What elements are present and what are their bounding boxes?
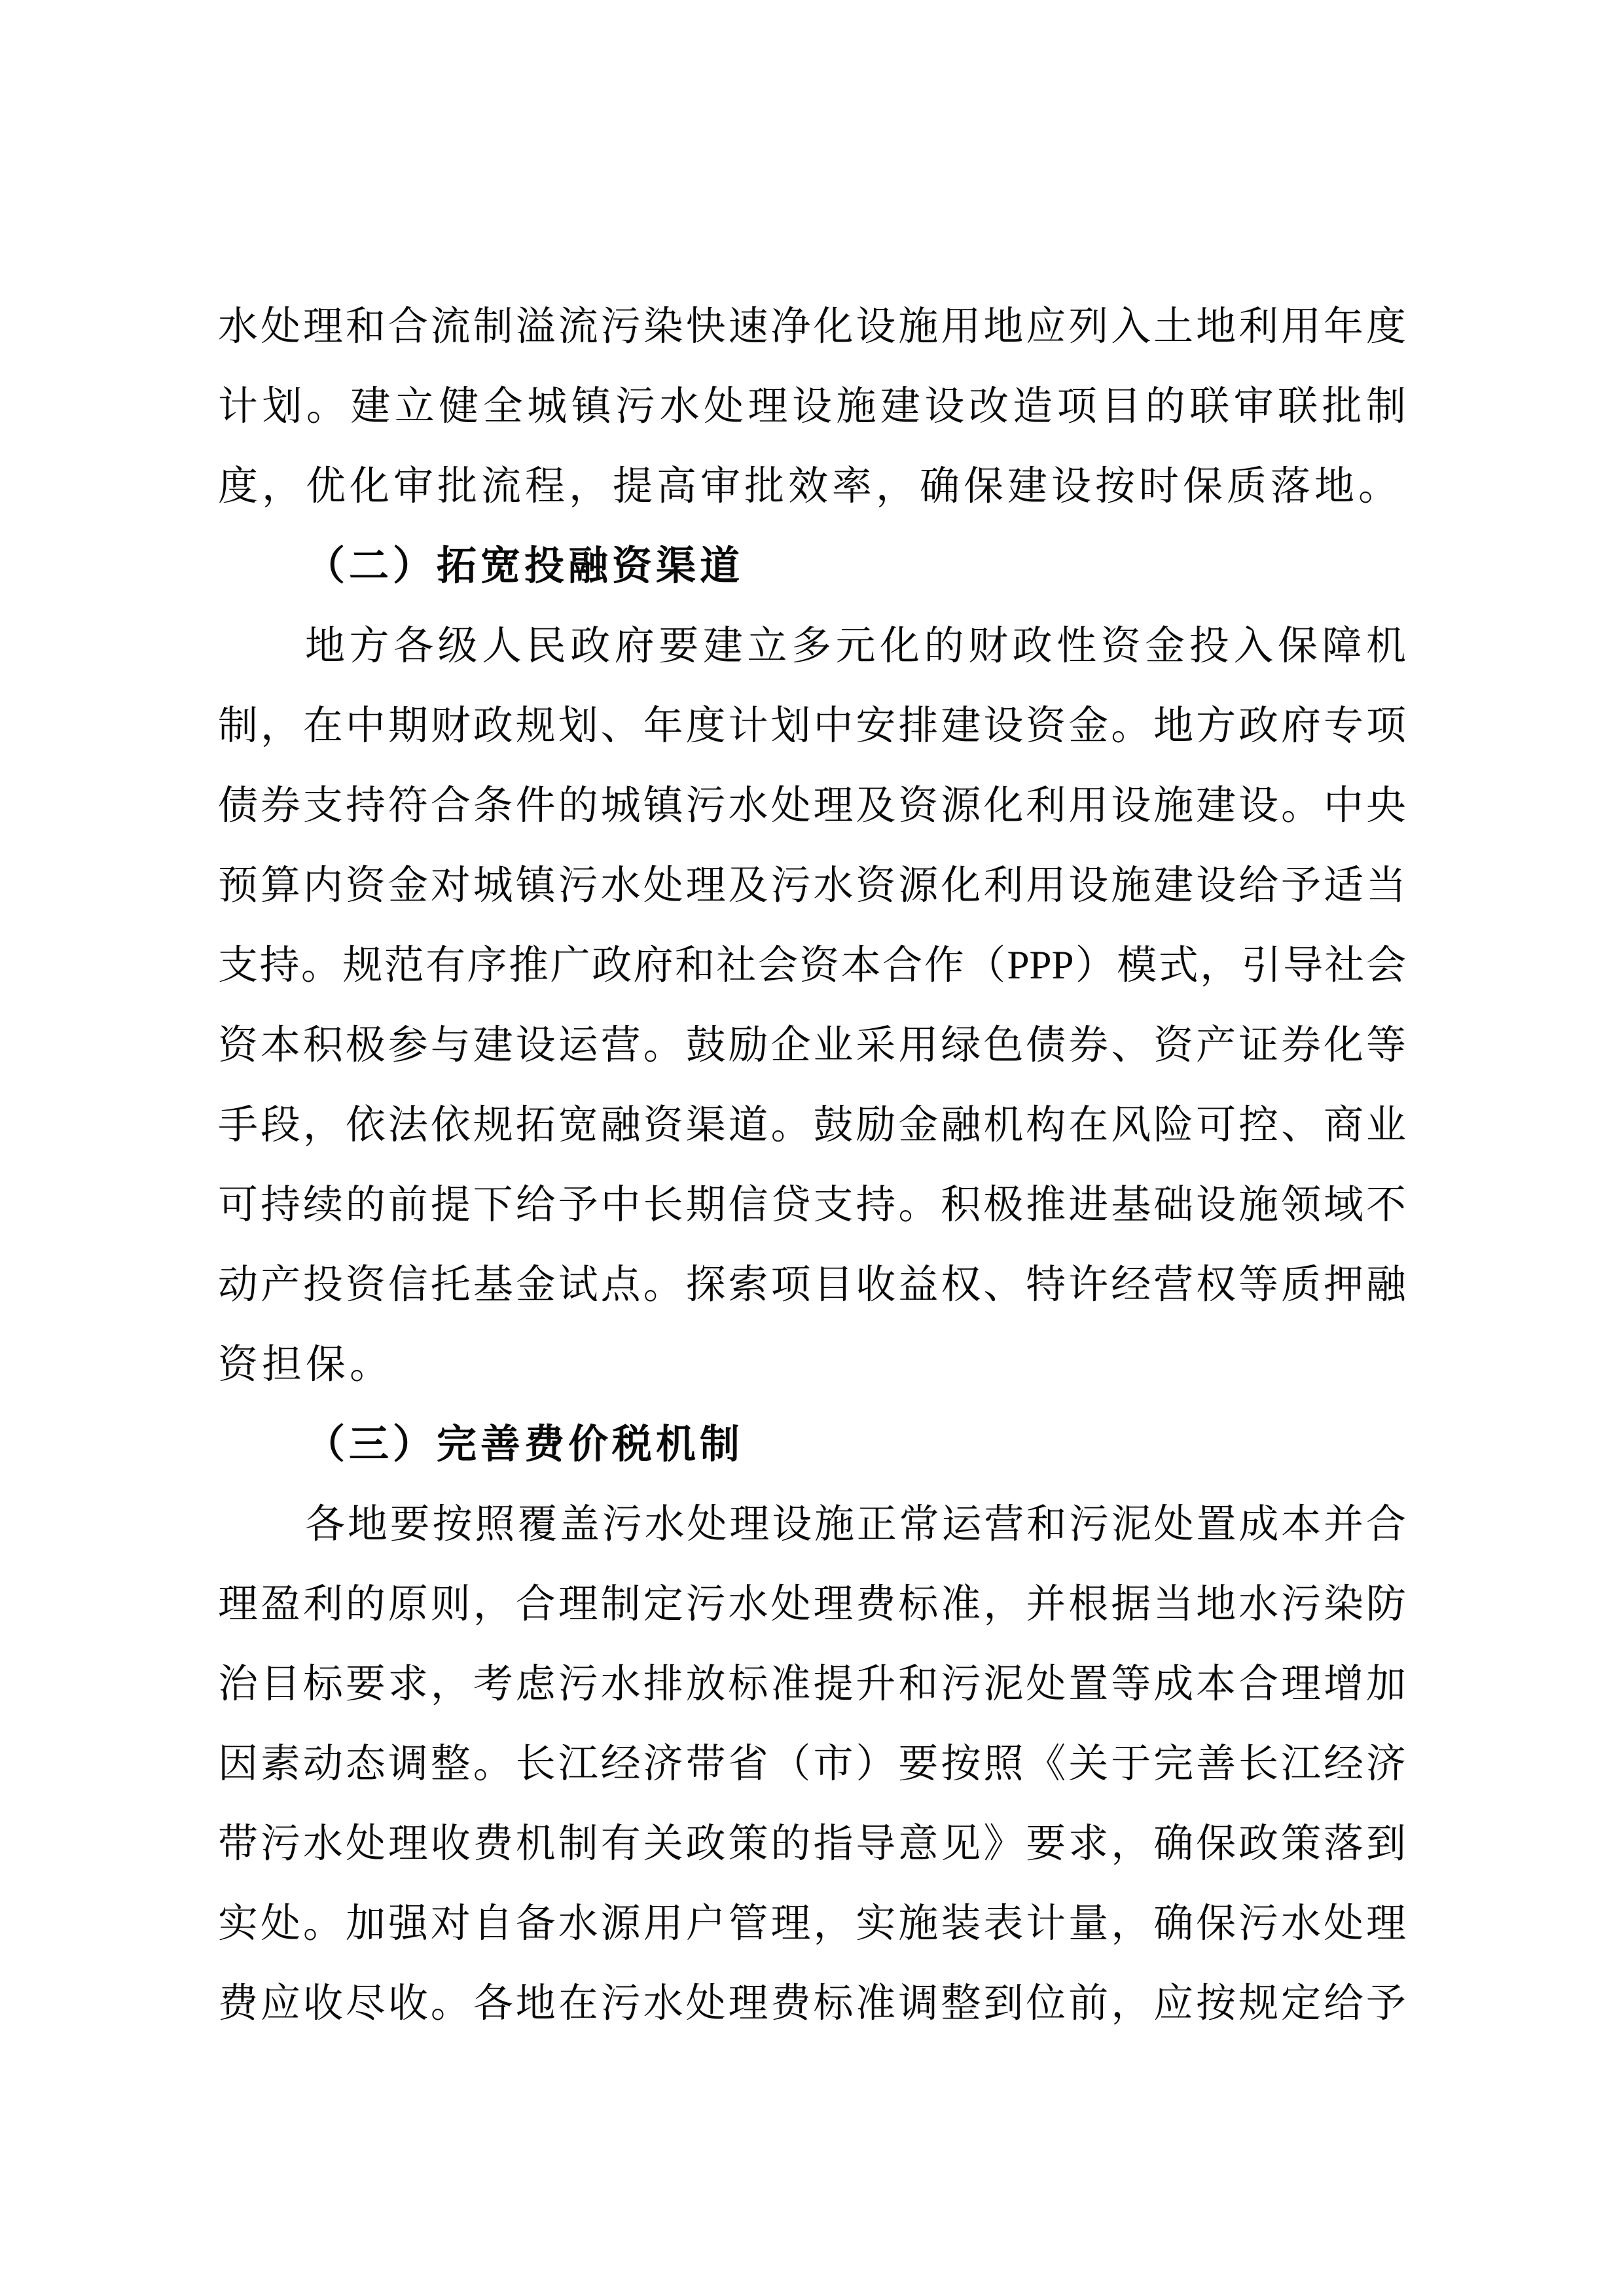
- paragraph-line: 水处理和合流制溢流污染快速净化设施用地应列入土地利用年度: [218, 305, 1406, 349]
- paragraph-line: 手段，依法依规拓宽融资渠道。鼓励金融机构在风险可控、商业: [218, 1103, 1406, 1147]
- document-body: [218, 287, 1406, 2044]
- section-heading: （二）拓宽投融资渠道: [305, 545, 744, 588]
- paragraph-line: 理盈利的原则，合理制定污水处理费标准，并根据当地水污染防: [218, 1583, 1406, 1626]
- paragraph-line: 债券支持符合条件的城镇污水处理及资源化利用设施建设。中央: [218, 784, 1406, 828]
- paragraph-line: 费应收尽收。各地在污水处理费标准调整到位前，应按规定给予: [218, 1982, 1406, 2026]
- paragraph-line: 可持续的前提下给予中长期信贷支持。积极推进基础设施领域不: [218, 1183, 1406, 1227]
- paragraph-line: 制，在中期财政规划、年度计划中安排建设资金。地方政府专项: [218, 704, 1406, 748]
- section-heading: （三）完善费价税机制: [305, 1423, 744, 1467]
- paragraph-line: 地方各级人民政府要建立多元化的财政性资金投入保障机: [305, 624, 1406, 668]
- paragraph-line: 因素动态调整。长江经济带省（市）要按照《关于完善长江经济: [218, 1742, 1406, 1786]
- paragraph-line: 实处。加强对自备水源用户管理，实施装表计量，确保污水处理: [218, 1902, 1406, 1946]
- paragraph-line: 度，优化审批流程，提高审批效率，确保建设按时保质落地。: [218, 465, 1403, 509]
- paragraph-line: 治目标要求，考虑污水排放标准提升和污泥处置等成本合理增加: [218, 1662, 1406, 1706]
- paragraph-line: 动产投资信托基金试点。探索项目收益权、特许经营权等质押融: [218, 1263, 1406, 1307]
- paragraph-line: 支持。规范有序推广政府和社会资本合作（PPP）模式，引导社会: [218, 944, 1406, 988]
- paragraph-line: 预算内资金对城镇污水处理及污水资源化利用设施建设给予适当: [218, 864, 1406, 908]
- paragraph-line: 各地要按照覆盖污水处理设施正常运营和污泥处置成本并合: [305, 1503, 1406, 1547]
- paragraph-line: 资本积极参与建设运营。鼓励企业采用绿色债券、资产证券化等: [218, 1024, 1406, 1067]
- paragraph-line: 计划。建立健全城镇污水处理设施建设改造项目的联审联批制: [218, 385, 1406, 429]
- paragraph-line: 资担保。: [218, 1343, 394, 1387]
- paragraph-line: 带污水处理收费机制有关政策的指导意见》要求，确保政策落到: [218, 1822, 1406, 1866]
